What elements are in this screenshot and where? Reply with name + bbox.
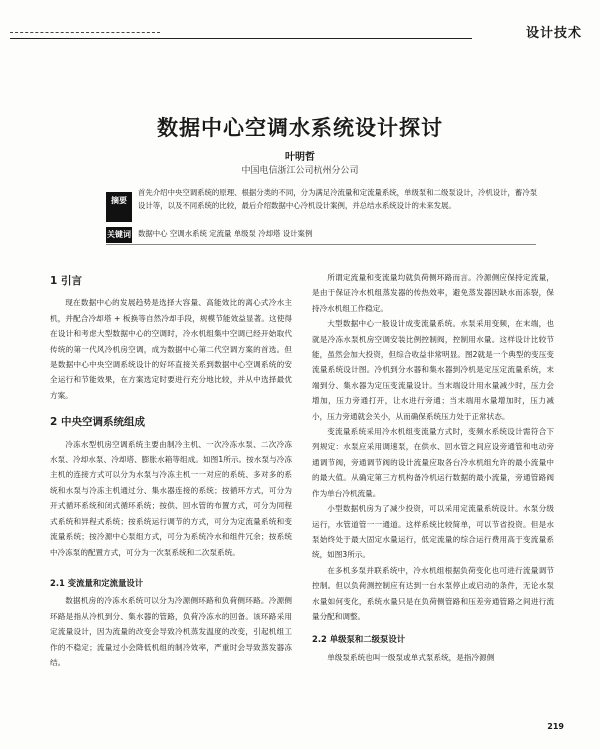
abstract-label: 摘要	[106, 192, 132, 222]
header-rule	[10, 38, 472, 39]
paragraph: 现在数据中心的发展趋势是选择大容量、高能效比的离心式冷水主机，并配合冷却塔 + 板换等自然冷却手段，规模节能效益显著。这使得在设计和考虑大型数据中心的空调时，冷水机组集中空调已经开始取代传统的第一代风冷机房空调，成为数据中心第二代空调方案的首选。但是数据中心中央空调系统设计的好坏直接关系到数据中心空调系统的安全运行和节能效果，在方案选定时要进行充分地比较，并从中选择最优方案。	[50, 298, 292, 400]
section-label: 设计技术	[525, 26, 582, 41]
header-dotted-rule	[10, 32, 160, 33]
author-affiliation: 中国电信浙江公司杭州分公司	[241, 166, 359, 176]
subsection-heading-pumps: 2.2 单级泵和二级泵设计	[312, 634, 406, 645]
abstract-divider	[106, 244, 536, 245]
keywords-text: 数据中心 空调水系统 定流量 单级泵 冷却塔 设计案例	[138, 229, 313, 238]
right-column	[312, 270, 554, 665]
paragraph: 小型数据机房为了减少投资，可以采用定流量系统设计。水泵分级运行，水管道管一一通道。这样系统比较简单，可以节省投资。但是水泵始终处于最大固定水量运行，低定流量的综合运行费用高于变流量系统，如图3所示。	[312, 504, 554, 560]
left-column	[50, 270, 292, 670]
paragraph: 所谓定流量和变流量均就负荷侧环路而言。冷源侧应保持定流量，是由于保证冷水机组蒸发器的传热效率，避免蒸发器因缺水而冻裂，保持冷水机组工作稳定。	[312, 273, 554, 313]
paragraph: 在多机多泵并联系统中，冷水机组根据负荷变化也可进行流量调节控制。但以负荷测控制应有达到一台水泵停止或启动的条件，无论水泵水量如何变化，系统水量只是在负荷侧管路和压差旁通管路之间进行流量分配和调整。	[312, 565, 554, 621]
section-heading-intro: 1 引言	[50, 275, 82, 287]
paragraph: 大型数据中心一般设计成变流量系统。水泵采用变频，在末端，也就是冷冻水泵机房空调安装比例控制阀，控制用水量。这样设计比较节能，虽然会加大投资，但综合收益非常明显。图2就是一个典型的变压变流量系统设计图。冷机到分水器和集水器到冷机是定压定流量系统，末端到分、集水器为定压变流量设计。当末端设计用水量减少时，压力会增加，压力旁通打开，让水进行旁通；当末端用水量增加时，压力减小，压力旁通就会关小，从而确保系统压力处于正常状态。	[312, 319, 554, 421]
page-number: 219	[547, 722, 564, 731]
paragraph: 单级泵系统也叫一级泵或单式泵系统，是指冷源侧	[327, 652, 495, 662]
section-heading-composition: 2 中央空调系统组成	[50, 416, 145, 429]
author-name: 叶明哲	[285, 152, 315, 163]
paragraph: 数据机房的冷冻水系统可以分为冷源侧环路和负荷侧环路。冷源侧环路是指从冷机到分、集水器的管路，负荷冷冻水的回备。该环路采用定流量设计，因为流量的改变会导致冷机蒸发温度的改变，引起机组工作的不稳定；流量过小会降低机组的制冷效率，严重时会导致蒸发器冻结。	[50, 596, 292, 667]
abstract-text: 首先介绍中央空调系统的原理、根据分类的不同，分为满足冷流量和定流量系统，单级泵和二级泵设计，冷机设计，蓄冷泵设计等，以及不同系统的比较，最后介绍数据中心冷机设计案例，并总结水系统设计的未来发展。	[138, 188, 538, 210]
paragraph: 冷冻水型机房空调系统主要由制冷主机、一次冷冻水泵、二次冷冻水泵、冷却水泵、冷却塔、膨胀水箱等组成。如图1所示。按水泵与冷冻主机的连接方式可以分为水泵与冷冻主机一一对应的系统、多对多的系统和水泵与冷冻主机通过分、集水器连接的系统；按循环方式，可分为开式循环系统和闭式循环系统；按供、回水管的布置方式，可分为同程式系统和异程式系统；按系统运行调节的方式，可分为定流量系统和变流量系统；按冷源中心泵组方式，可分为系统冷水和组件冗余；按系统中冷冻泵的配置方式，可分为一次泵系统和二次泵系统。	[50, 439, 292, 557]
keywords-label: 关键词	[106, 227, 132, 243]
paragraph: 变流量系统采用冷水机组变流量方式时，变频水系统设计需符合下列规定：水泵应采用调速泵，在供水、回水管之间应设旁通管和电动旁通调节阀，旁通调节阀的设计流量应取各台冷水机组允许的最小流量中的最大值。从确定第三方机构备冷机运行数据的最小流量，旁通管路阀作为单台冷机流量。	[312, 427, 554, 498]
subsection-heading-flow: 2.1 变流量和定流量设计	[50, 577, 144, 588]
article-title: 数据中心空调水系统设计探讨	[157, 116, 443, 140]
